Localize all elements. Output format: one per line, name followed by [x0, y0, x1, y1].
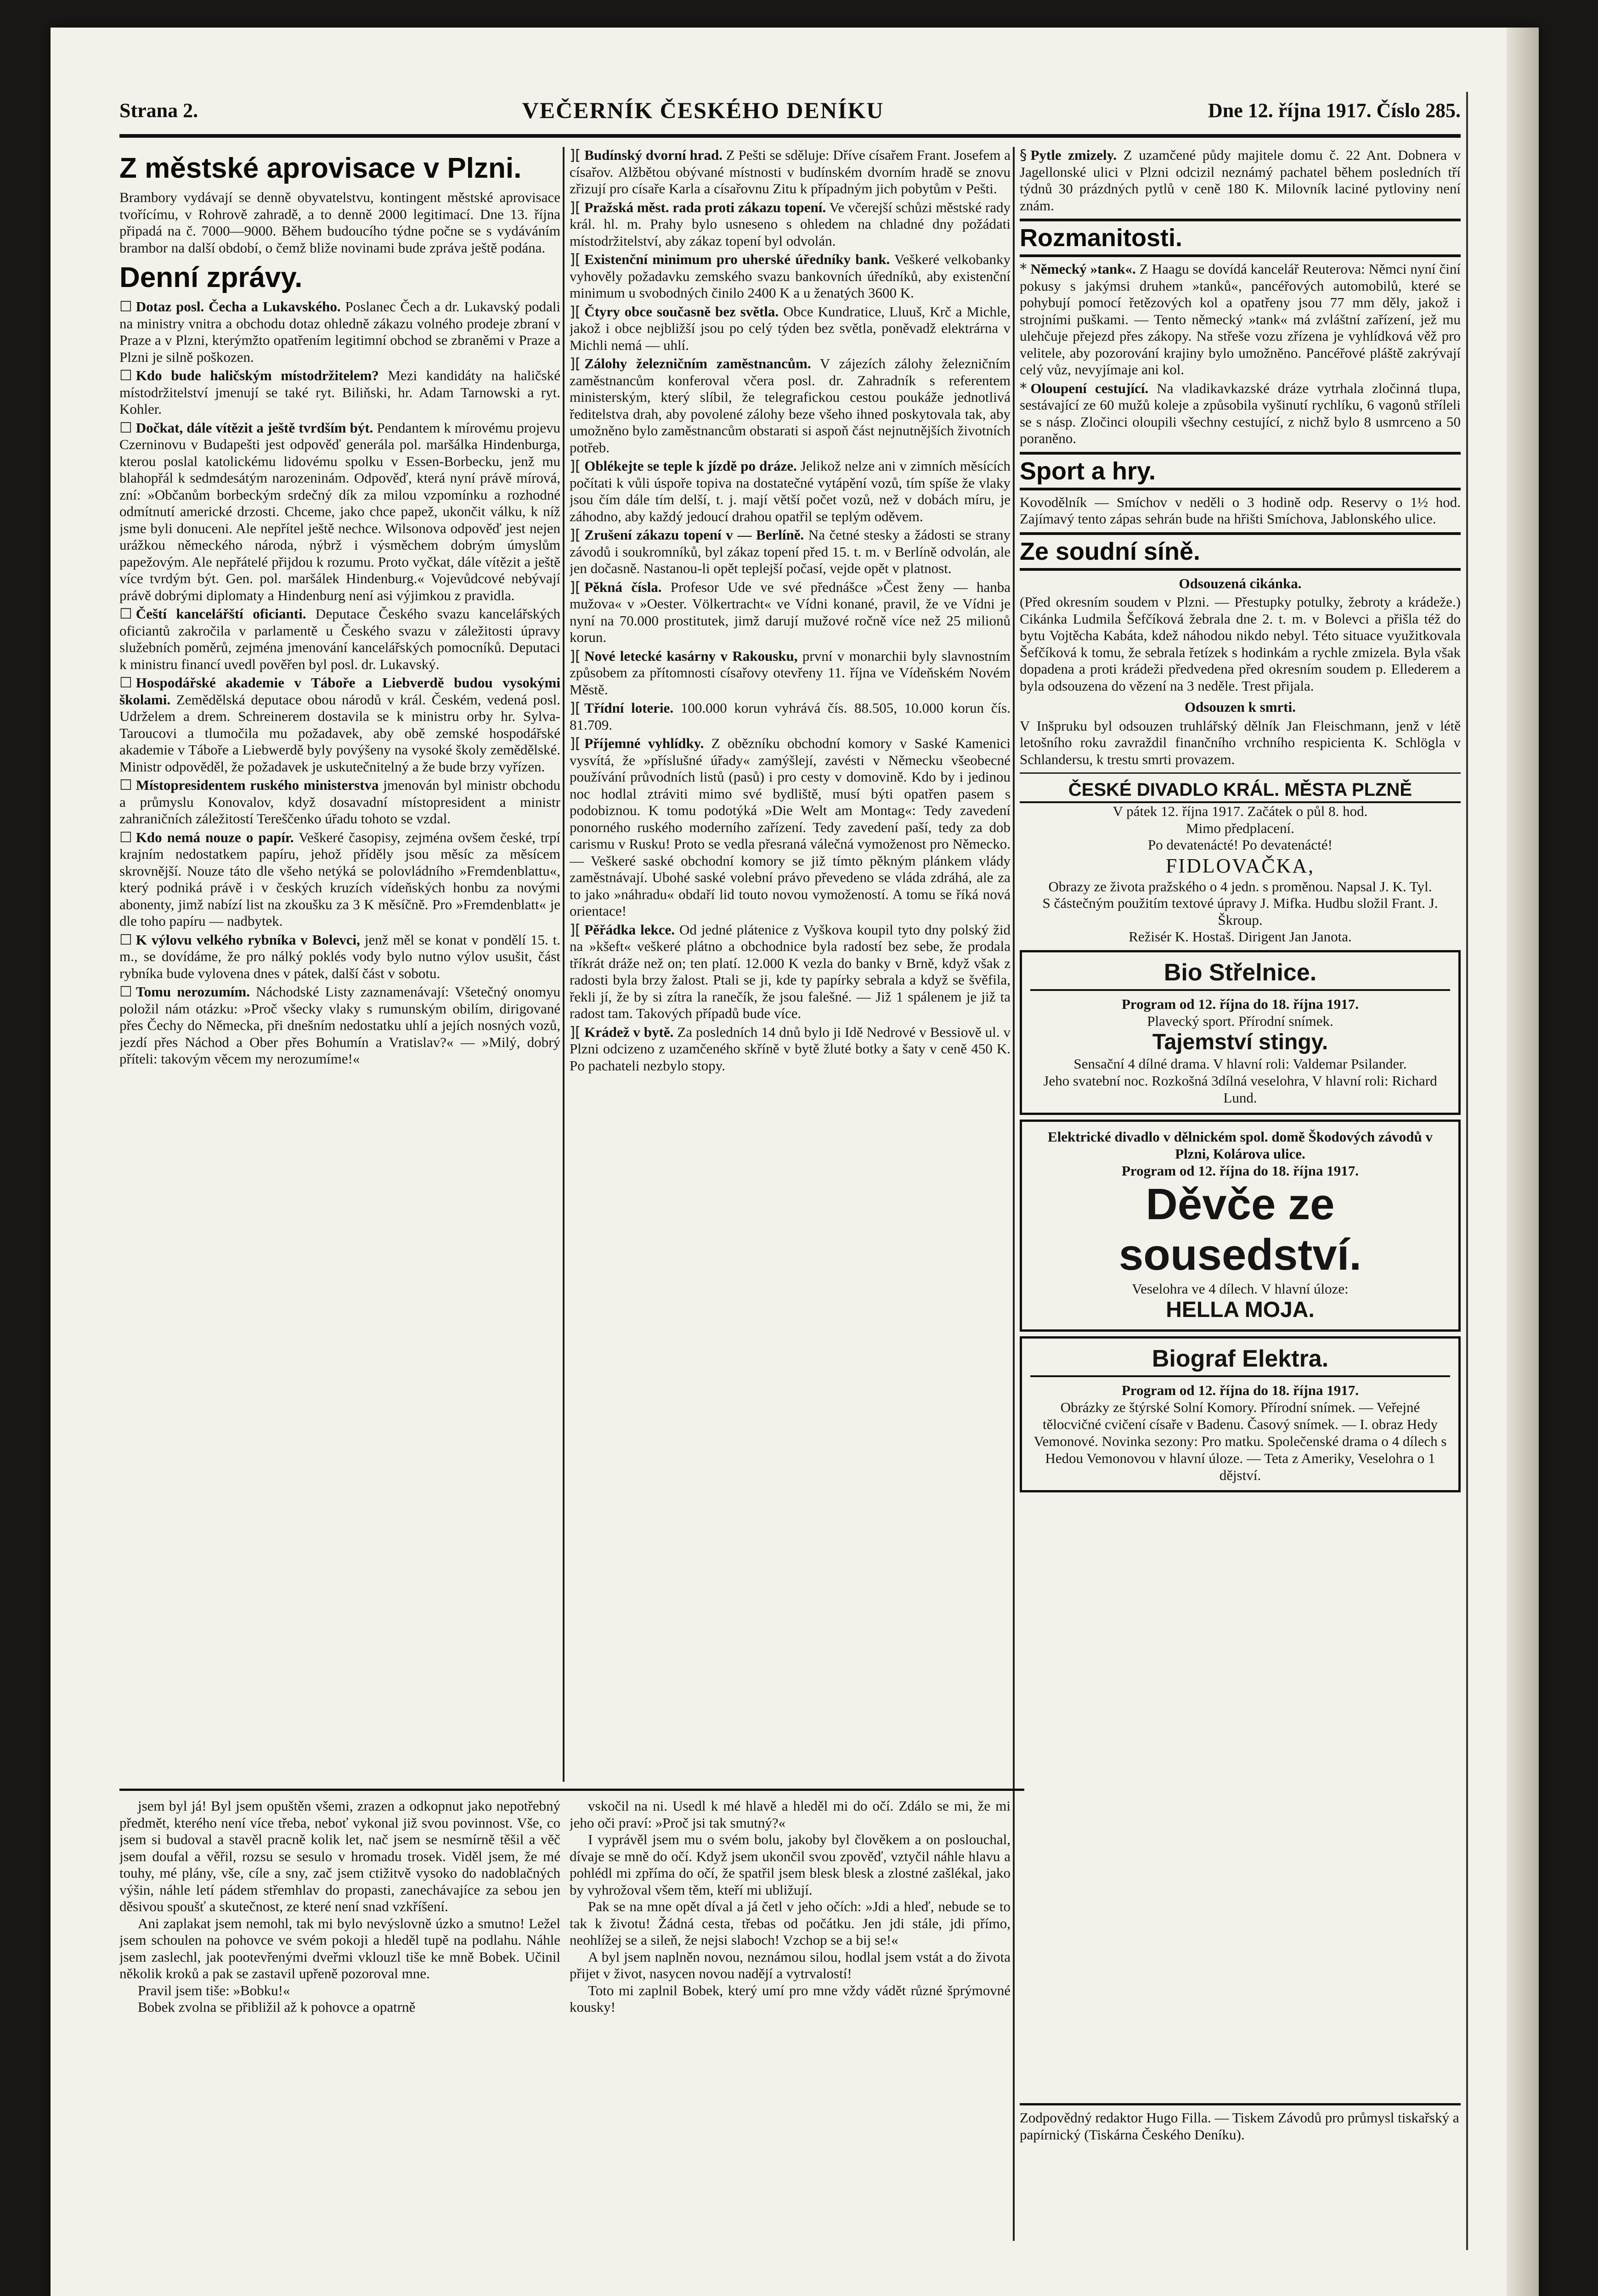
ad-line: Obrázky ze štýrské Solní Komory. Přírodní snímek. — Veřejné tělocvičné cvičení císaře v Badenu. Časový snímek. — I. obraz Hedy Vemonové. Novinka sezony: Pro matku. Společenské drama o 4 dílech s Hedou Vemonovou v hlavní úloze. — Teta z Ameriky, Veselohra o 1 dějství. [1033, 1399, 1447, 1483]
news-item [119, 298, 560, 366]
article-body: Veškeré časopisy, zejména ovšem české, trpí krajním nedostatkem papíru, jehož příděly jsou měsíc za měsícem skrovnější. Nouze táto dle všeho netýká se polovládního »Fremdenblattu«, který podniká právě i v českých kruzích vídeňských honbu za novými abonenty, jimž nabízí list na zkoušku za 3 K měsíčně. Pro »Fremdenblatt« je dle toho papíru — nadbytek. [119, 829, 560, 929]
feuilleton-right [570, 1798, 1011, 2229]
article-court-2: V Inšpruku byl odsouzen truhlářský dělník Jan Fleischmann, jenž v létě letošního roku zavraždil finančního vrchního respicienta K. Schlögla v Schlandersu, k trestu smrti provazem. [1020, 717, 1461, 767]
theatre-title: ČESKÉ DIVADLO KRÁL. MĚSTA PLZNĚ [1020, 778, 1461, 803]
theatre-line: S částečným použitím textové úpravy J. Mifka. Hudbu složil Frant. J. Škroup. [1042, 895, 1438, 928]
cinema-ads [1020, 950, 1461, 1492]
header-rule [119, 134, 1461, 138]
bullet-icon: ☐ [119, 367, 132, 384]
article-lead: Zrušení zákazu topení v — Berlíně. [584, 527, 804, 543]
feuilleton-paragraph: I vyprávěl jsem mu o svém bolu, jakoby byl člověkem a on poslouchal, dívaje se mně do očí. Když jsem ukončil svou zpověď, vztyčil náhle hlavu a pohlédl mi zpříma do očí, že spatřil jsem blesk blesk a zlostné zašlékal, jako by vyhrožoval všem těm, kteří mi ubližují. [570, 1831, 1011, 1898]
ad-line: Veselohra ve 4 dílech. V hlavní úloze: [1132, 1280, 1349, 1297]
section-heading: Ze soudní síně. [1020, 532, 1461, 571]
bullet-icon: ][ [570, 303, 581, 320]
feuilleton-paragraph: Bobek zvolna se přibližil až k pohovce a opatrně [138, 1999, 416, 2015]
ad-line: Sensační 4 dílné drama. V hlavní roli: Valdemar Psilander. [1073, 1055, 1407, 1072]
column-1 [119, 147, 560, 1782]
cinema-ad [1020, 1120, 1461, 1332]
section-heading: Sport a hry. [1020, 452, 1461, 490]
cinema-ad [1020, 950, 1461, 1115]
article-body: Z Haagu se dovídá kancelář Reuterova: Němci nyní činí pokusy s jakýmsi druhem »tanků«, pancéřových automobilů, které se pohybují pomocí řetězových kol a opatřeny jsou 77 mm děly, jakož i strojními puškami. — Tento německý »tank« má zvláštní zařízení, jež mu ulehčuje přejezd přes zákopy. Na střeše vozu zřízena je vyhlídková věž pro velitele, aby pozorování krajiny bylo umožněno. Pancéřové pláště zakrývají celý vůz, nevyjímaje ani kol. [1020, 261, 1461, 377]
feuilleton-paragraph: A byl jsem naplněn novou, neznámou silou, hodlal jsem vstát a do života přijet v život, nasycen novou nadějí a vytrvalostí! [570, 1948, 1011, 1981]
feuilleton-rule [119, 1789, 1024, 1791]
article-body: Od jedné plátenice z Vyškova koupil tyto dny polský žid na »kšeft« veškeré plátno a obchodnice byla radostí bez sebe, že prodala tříkrát dráže než on; ten platí. 12.000 K vezla do banky v Brně, když však z radosti byla brzy žalost. Ptali se ji, kde ty papírky sebrala a když se švěfila, řekli jí, že by si zítra la ranečík, že jsou falešné. — Již 1 spálenem je již ta radost tam. Takových případů bude více. [570, 921, 1011, 1021]
article-body: Zemědělská deputace obou národů v král. Českém, vedená posl. Udrželem a drem. Schreinerem dostavila se k ministru orby hr. Sylva-Taroucovi a tlumočila mu požadavek, aby obě zemské hospodářské akademie v Táboře a Liebwerdě byly povýšeny na vysoké školy zemědělské. Ministr odpověděl, že požadavek je uskutečnitelný a že bude brzy vyřízen. [119, 691, 560, 775]
article-body: Pendantem k mírovému projevu Czerninovu v Budapešti jest odpověď generála pol. maršálka Hindenburga, kterou poslal katolickému lidovému spolku v Essen-Borbecku, jenž mu blahopřál k sedmdesátým narozeninám. Odpověď, která nyní právě mírová, zní: »Občanům borbeckým srdečný dík za milou vzpomínku a rozhodné odmítnutí americké drzosti. Chceme, jako chce papež, ukončit válku, k níž jsme byli donuceni. Ale nepřítel ještě nechce. Wilsonova odpověď jest nejen urážkou německého národa, nýbrž i výsměchem dobrým úmyslům papežovým. Ale nepřátelé přijdou k rozumu. Proto vyčkat, dále vítězit a ještě více tvrdým být. Gen. pol. maršálek Hindenburg.« Vojevůdcové nebývají právě dobrými diplomaty a Hindenburg není asi výjimkou z pravidla. [119, 419, 560, 603]
bullet-icon: ][ [570, 921, 581, 938]
bullet-icon: ][ [570, 647, 581, 664]
ad-line: Tajemství stingy. [1152, 1030, 1328, 1054]
bullet-icon: ][ [570, 251, 581, 268]
article-lead: Budínský dvorní hrad. [584, 147, 723, 163]
news-item [119, 777, 560, 827]
article-lead: Pražská měst. rada proti zákazu topení. [584, 199, 826, 215]
article-lead: Dotaz posl. Čecha a Lukavského. [136, 298, 341, 315]
article-lead: Dočkat, dále vítězit a ještě tvrdším být. [136, 419, 373, 436]
ad-line: Jeho svatební noc. Rozkošná 3dílná veselohra, V hlavní roli: Richard Lund. [1043, 1072, 1437, 1106]
article-lead: K výlovu velkého rybníka v Bolevci, [136, 931, 360, 948]
article-lead: Oloupení cestující. [1030, 380, 1149, 396]
article-lead: Oblékejte se teple k jízdě po dráze. [584, 458, 797, 474]
article-lead: Tomu nerozumím. [136, 984, 250, 1000]
section-heading: Z městské aprovisace v Plzni. [119, 152, 522, 184]
issue-date: Dne 12. října 1917. Číslo 285. [1208, 99, 1461, 122]
theatre-ad [1020, 778, 1461, 945]
article-body: Deputace Českého svazu kancelářských oficiantů zakročila v parlamentě u Českého svazu v záležitosti úpravy služebních poměrů, zejména jmenování kancelářských pomocníků. Deputaci k ministru financí uvedl pověřen byl posl. dr. Lukavský. [119, 606, 560, 672]
article-list [570, 147, 1011, 1074]
bullet-icon: * [1020, 380, 1027, 397]
bullet-icon: ☐ [119, 298, 132, 315]
article-lead: Německý »tank«. [1030, 261, 1136, 277]
article-court-1: (Před okresním soudem v Plzni. — Přestupky potulky, žebroty a krádeže.) Cikánka Ludmila Šefčíková žebrala dne 2. t. m. v Bolevci a přišla též do bytu Vojtěcha Kabáta, kdež náhodou nikdo nebyl. Této situace využitkovala Šefčíková k tomu, že sebrala řetízek s hodinkám a rychle zmizela. Byla však dopadena a proti krádeži předvedena před okresním soudem p. Ellederem a byla odsouzena do vězení na 3 neděle. Trest přijala. [1020, 594, 1461, 694]
bullet-icon: ☐ [119, 777, 132, 793]
bullet-icon: ][ [570, 700, 581, 716]
article-body: jenž měl se konat v pondělí 15. t. m., se dovídáme, že pro nálký poklés vody bylo nutno výlov usušit, část rybníka bude vylovena dnes v pátek, další část v sobotu. [119, 931, 560, 981]
article-lead: Kdo bude haličským místodržitelem? [136, 367, 379, 383]
article-lead: Třídní loterie. [584, 700, 674, 716]
news-item [570, 648, 1011, 698]
article-lead: Pytle zmizely. [1030, 147, 1117, 163]
bullet-icon: * [1020, 261, 1027, 277]
bullet-icon: ☐ [119, 829, 132, 846]
bullet-icon: ][ [570, 735, 581, 752]
bullet-icon: § [1020, 147, 1027, 163]
column-2 [570, 147, 1011, 1782]
theatre-line: Po devatenácté! Po devatenácté! [1148, 837, 1333, 853]
feuilleton-paragraph: Toto mi zaplnil Bobek, který umí pro mne vždy vádět různé šprýmovné kousky! [570, 1982, 1011, 2015]
article-lead: Hospodářské akademie v Táboře a Liebverdě budou vysokými školami. [119, 675, 560, 708]
news-item [570, 304, 1011, 354]
bullet-icon: ☐ [119, 984, 132, 1000]
imprint-text: Zodpovědný redaktor Hugo Filla. — Tiskem Závodů pro průmysl tiskařský a papírnický (Tiskárna Českého Deníku). [1020, 2110, 1459, 2143]
ad-line: Plavecký sport. Přírodní snímek. [1147, 1013, 1333, 1029]
article-body: Na četné stesky a žádosti se strany závodů i soukromníků, byl zákaz topení před 15. t. m. v Berlíně odvolán, ale jen dočasně. Nastanou-li opět teplejší počasí, vejde opět v platnost. [570, 527, 1011, 576]
news-item [119, 367, 560, 418]
sub-heading: Odsouzen k smrti. [1185, 699, 1296, 715]
bullet-icon: ][ [570, 355, 581, 372]
article-body: Z Pešti se sděluje: Dříve císařem Frant. Josefem a císařov. Alžbětou obývané místnosti v budínském dvorním hradě se znovu zřizují pro císaře Karla a císařovnu Zitu k případným jich pobytům v Pešti. [570, 147, 1011, 197]
news-item [570, 579, 1011, 646]
page-edge-shadow [1507, 28, 1539, 2296]
article-body: Na vladikavkazské dráze vytrhala zločinná tlupa, sestávající ze 60 mužů koleje a způsobila vyšinutí rychlíku, 6 vagonů stříleli se s násp. Zločinci oloupili všechny cestující, z nichž bylo 8 usmrceno a 50 poraněno. [1020, 380, 1461, 446]
article-body: Z uzamčené půdy majitele domu č. 22 Ant. Dobnera v Jagellonské ulici v Plzni odcizil neznámý pachatel během posledních tří týdnů 30 prázdných pytlů v ceně 180 K. Milovník laciné pytloviny není znám. [1020, 147, 1461, 214]
article-lead: Nové letecké kasárny v Rakousku, [584, 647, 798, 664]
ad-line: Program od 12. října do 18. října 1917. [1121, 996, 1359, 1012]
news-item [570, 199, 1011, 250]
news-item [570, 147, 1011, 197]
ad-line: Program od 12. října do 18. října 1917. [1121, 1382, 1359, 1398]
article-body: Z obězníku obchodní komory v Saské Kamenici vysvítá, že »příslušné úřady« zamýšlejí, zavésti v Německu všeobecné používání průvodních listů (pasů) i pro cesty v domovině. Kdo by i jedinou noc hodlal ztráviti mimo své bydliště, musí býti opatřen pasem s podobiznou. K tomu podotýká »Die Welt am Montag«: Tedy zavedení ponorného ruského moderního zařízení. Tedy zavedení paší, tedy za dob carismu v Rusku! Proto se vedla přesraná válečná vymoženost pro Německo. — Veškeré saské obchodní komory se již tímto pěkným plánkem vlády zaměstnávají. Ubohé saské volební právo převedeno se vláda zdráhá, ale za to jako »náhradu« obdaří lid touto novou vymožeností. A tomu se říká nová orientace! [570, 735, 1011, 919]
news-item [119, 829, 560, 930]
cinema-ad [1020, 1336, 1461, 1492]
newspaper-title: VEČERNÍK ČESKÉHO DENÍKU [522, 97, 884, 123]
imprint [1020, 2103, 1461, 2143]
article-aprovisace: Brambory vydávají se denně obyvatelstvu, kontingent městské aprovisace tvořícímu, v Rohrově zahradě, a to denně 2000 legitimací. Dne 13. října připadá na č. 7000—9000. Během budoucího týdne počne se s vydáváním brambor na další období, o čemž bliže novinami bude zpráva ještě podána. [119, 189, 560, 256]
article-body: první v monarchii byly slavnostním způsobem za přítomnosti císařovy otevřeny 11. října ve Vídeňském Novém Městě. [570, 647, 1011, 698]
news-item [570, 458, 1011, 525]
masthead [119, 92, 1461, 129]
article-body: Obce Kundratice, Lluuš, Krč a Michle, jakož i obce nejbližší jsou po celý týden bez světla, poněvadž elektrárna v Michli nemá — uhlí. [570, 303, 1011, 353]
feuilleton-paragraph: jsem byl já! Byl jsem opuštěn všemi, zrazen a odkopnut jako nepotřebný předmět, kterého není více třeba, neboť vykonal již svou povinnost. Vše, co jsem si budoval a stavěl pracně kolik let, nač jsem se nesmírně těšil a věč jsem doufal a věřil, rozsu se sesulo v hromadu trosek. Viděl jsem, že mé touhy, mé plány, vše, cíle a sny, zač jsem ctižitvě vysoko do nadoblačných výšin, náhle letí pádem střemhlav do propasti, zanechávajíce za sebou jen děsivou spoušť a skutečnost, ze které není snad vzkříšení. [119, 1798, 560, 1914]
news-item [570, 922, 1011, 1022]
column-divider [1013, 147, 1015, 2241]
bullet-icon: ☐ [119, 419, 132, 436]
news-item [119, 675, 560, 775]
ad-line: Děvče ze sousedství. [1118, 1179, 1362, 1279]
article-body: Poslanec Čech a dr. Lukavský podali na ministry vnitra a obchodu dotaz ohledně zákazu volného prodeje zbraní v Praze a v Plzni, kterýmžto opatřením legitimní obchod se zbraněmi v Praze a Plzni je silně poškozen. [119, 298, 560, 365]
article-body: V zájezích zálohy železničním zaměstnancům konferoval včera posl. dr. Zahradník s referentem ministerským, který slíbil, že telegrafickou cestou poukáže jednotlivá ředitelstva drah, aby povolené zálohy beze všeho ihned poskytovala tak, aby umožněno bylo zaměstnancům obstarati si aspoň část nejnutnějších životních potřeb. [570, 355, 1011, 456]
article-body: Za posledních 14 dnů bylo ji Idě Nedrové v Bessiově ul. v Plzni odcizeno z uzamčeného skříně v bytě žluté botky a šaty v ceně 450 K. Po pachateli nezbylo stopy. [570, 1024, 1011, 1074]
bullet-icon: ][ [570, 527, 581, 543]
article-sport: Kovodělník — Smíchov v neděli o 3 hodině odp. Reservy o 1½ hod. Zajímavý tento zápas sehrán bude na hřišti Smíchova, Jablonského ulice. [1020, 494, 1461, 527]
news-item [1020, 147, 1461, 214]
news-item [119, 984, 560, 1068]
feuilleton-paragraph: Pak se na mne opět díval a já četl v jeho očích: »Jdi a hleď, nebude se to tak k životu! Žádná cesta, třebas od počátku. Jen jdi stále, jdi přímo, neohlížej se a sileň, že nejsi slaboch! Vzchop se a bij se!« [570, 1898, 1011, 1948]
news-item [119, 606, 560, 673]
bullet-icon: ][ [570, 199, 581, 216]
feuilleton-left [119, 1798, 560, 2229]
article-list [119, 298, 560, 1068]
divider [1020, 772, 1461, 774]
article-list [1020, 147, 1461, 214]
news-item [119, 932, 560, 982]
news-item [1020, 380, 1461, 447]
news-item [119, 420, 560, 604]
news-item [570, 700, 1011, 733]
news-item [570, 1024, 1011, 1075]
article-body: Náchodské Listy zaznamenávají: Všetečný onomyu položil nám otázku: »Proč všecky vlaky s rumunským obilím, dirigované přes Čechy do Německa, při dnešním nedostatku uhlí a jejích nosných vozů, jezdí přes Náchod a Ober přes Bohumín a Vratislav?« — »Milý, dobrý příteli: takovým věcem my nerozumíme!« [119, 984, 560, 1067]
sub-heading: Odsouzená cikánka. [1179, 575, 1302, 591]
bullet-icon: ☐ [119, 606, 132, 622]
theatre-line: Obrazy ze života pražského o 4 jedn. s proměnou. Napsal J. K. Tyl. [1048, 878, 1432, 895]
cinema-name: Biograf Elektra. [1030, 1345, 1450, 1377]
theatre-line: V pátek 12. října 1917. Začátek o půl 8. hod. [1112, 803, 1368, 819]
column-3 [1020, 147, 1461, 2099]
article-body: Profesor Ude ve své přednášce »Čest ženy — hanba mužova« v »Oester. Völkertracht« ve Vídni konané, pravil, že ve Vídni je nyní na 70.000 prostitutek, jimž darují mužové ročně více než 25 milionů korun. [570, 579, 1011, 645]
article-lead: Pěřádka lekce. [584, 921, 675, 938]
cinema-name: Bio Střelnice. [1030, 959, 1450, 991]
theatre-play-title: FIDLOVAČKA, [1165, 854, 1315, 877]
article-lead: Příjemné vyhlídky. [584, 735, 704, 751]
feuilleton-paragraph: Pravil jsem tiše: »Bobku!« [138, 1982, 290, 1998]
news-item [570, 735, 1011, 920]
news-item [570, 527, 1011, 577]
bullet-icon: ☐ [119, 931, 132, 948]
ad-line: Program od 12. října do 18. října 1917. [1121, 1162, 1359, 1179]
bullet-icon: ][ [570, 579, 581, 596]
ad-line: HELLA MOJA. [1166, 1297, 1315, 1322]
column-divider [1466, 92, 1468, 2250]
bullet-icon: ][ [570, 1024, 581, 1041]
article-lead: Existenční minimum pro uherské úředníky bank. [584, 251, 890, 267]
article-body: Veškeré velkobanky vyhověly požadavku zemského svazu bankovních úředníků, aby existenční minimum u svobodných činilo 2400 K a u ženatých 3600 K. [570, 251, 1011, 301]
bullet-icon: ][ [570, 147, 581, 163]
feuilleton-paragraph: vskočil na ni. Usedl k mé hlavě a hleděl mi do očí. Zdálo se mi, že mi jeho oči praví: »Proč jsi tak smutný?« [570, 1798, 1011, 1831]
theatre-line: Mimo předplacení. [1186, 820, 1294, 836]
article-lead: Krádež v bytě. [584, 1024, 674, 1040]
article-body: Ve včerejší schůzi městské rady král. hl. m. Prahy bylo usneseno s ohledem na chladné dny požádati místodržitelství, aby zákaz topení byl odvolán. [570, 199, 1011, 249]
page-number: Strana 2. [119, 99, 198, 122]
bullet-icon: ][ [570, 458, 581, 474]
news-item [570, 355, 1011, 456]
section-heading: Rozmanitosti. [1020, 219, 1461, 257]
theatre-line: Režisér K. Hostaš. Dirigent Jan Janota. [1129, 929, 1352, 945]
article-lead: Místopresidentem ruského ministerstva [136, 777, 379, 793]
news-item [1020, 261, 1461, 378]
article-body: Jelikož nelze ani v zimních měsících počítati k vůli úspoře topiva na dostatečné vytápění vozů, tím spíše že vlaky jsou čím dále tím delší, t. j. mají větší počet vozů, než v dobách míru, je záhodno, aby každý jedoucí drahou opatřil se teplým oděvem. [570, 458, 1011, 524]
article-body: jmenován byl ministr obchodu a průmyslu Konovalov, když dosavadní místopresident a ministr zahraničních záležitostí Tereščenko úřadu tohoto se vzdal. [119, 777, 560, 827]
article-lead: Kdo nemá nouze o papír. [136, 829, 294, 845]
article-body: 100.000 korun vyhrává čís. 88.505, 10.000 korun čís. 81.709. [570, 700, 1011, 733]
article-lead: Zálohy železničním zaměstnancům. [584, 355, 811, 371]
feuilleton-paragraph: Ani zaplakat jsem nemohl, tak mi bylo nevýslovně úzko a smutno! Ležel jsem schoulen na pohovce ve svém pokoji a hleděl tupě na podlahu. Náhle jsem zaslechl, jak pootevřenými dveřmi vklouzl tiše ke mně Bobek. Učinil několik kroků a pak se zastavil upřeně pozoroval mne. [119, 1915, 560, 1981]
imprint-rule [1020, 2103, 1461, 2105]
article-lead: Čtyry obce současně bez světla. [584, 303, 779, 320]
section-heading: Denní zprávy. [119, 262, 303, 293]
article-lead: Pěkná čísla. [584, 579, 662, 595]
article-lead: Čeští kancelářští oficianti. [136, 606, 306, 622]
column-divider [563, 147, 565, 1782]
ad-line: Elektrické divadlo v dělnickém spol. domě Škodových závodů v Plzni, Kolárova ulice. [1048, 1128, 1433, 1162]
article-list [1020, 261, 1461, 447]
news-item [570, 251, 1011, 302]
article-body: Mezi kandidáty na haličské místodržitelství jmenují se také ryt. Biliňski, hr. Adam Tarnowski a ryt. Kohler. [119, 367, 560, 417]
bullet-icon: ☐ [119, 675, 132, 691]
